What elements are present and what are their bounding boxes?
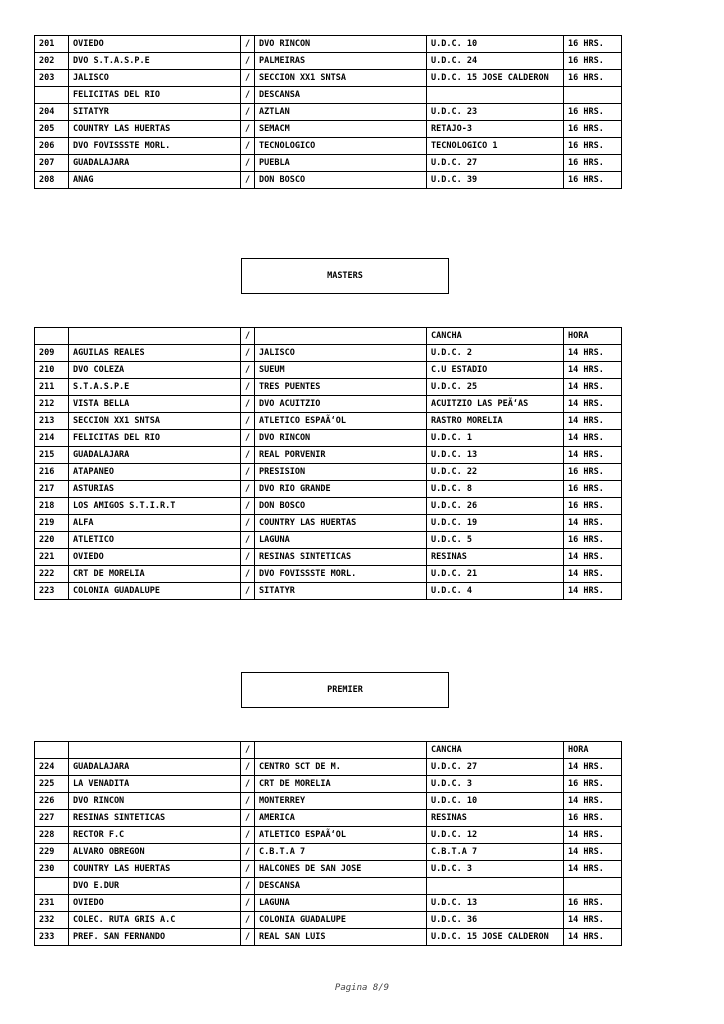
cell-num: 214 [35,430,69,447]
cell-num: 226 [35,793,69,810]
cell-num: 229 [35,844,69,861]
cell-sep: / [241,53,255,70]
table-row [35,532,622,549]
cell-sep: / [241,827,255,844]
cell-away: REAL SAN LUIS [255,929,427,946]
cell-cancha: C.U ESTADIO [427,362,564,379]
table-row [35,929,622,946]
cell-sep: / [241,878,255,895]
cell-away: C.B.T.A 7 [255,844,427,861]
cell-cancha: RESINAS [427,549,564,566]
cell-home: SITATYR [69,104,241,121]
cell-home: DVO E.DUR [69,878,241,895]
cell-sep: / [241,70,255,87]
cell-away: TECNOLOGICO [255,138,427,155]
cell-sep: / [241,532,255,549]
table-row [35,878,622,895]
cell-hora: 14 HRS. [564,912,622,929]
cell-hora: 16 HRS. [564,104,622,121]
table-row [35,138,622,155]
cell-cancha: RASTRO MORELIA [427,413,564,430]
cell-hora: 16 HRS. [564,70,622,87]
cell-away: DON BOSCO [255,172,427,189]
table-row [35,861,622,878]
cell-hora: HORA [564,328,622,345]
cell-cancha [427,87,564,104]
cell-cancha: U.D.C. 15 JOSE CALDERON [427,70,564,87]
cell-away: LAGUNA [255,895,427,912]
cell-num: 216 [35,464,69,481]
cell-sep: / [241,776,255,793]
cell-hora: 16 HRS. [564,464,622,481]
cell-home: VISTA BELLA [69,396,241,413]
cell-sep: / [241,583,255,600]
cell-away: DVO RINCON [255,430,427,447]
cell-home: COUNTRY LAS HUERTAS [69,861,241,878]
cell-sep: / [241,396,255,413]
cell-hora: 16 HRS. [564,172,622,189]
cell-home: PREF. SAN FERNANDO [69,929,241,946]
cell-home: FELICITAS DEL RIO [69,430,241,447]
cell-away: MONTERREY [255,793,427,810]
cell-hora: 16 HRS. [564,53,622,70]
cell-num: 221 [35,549,69,566]
cell-hora: 14 HRS. [564,345,622,362]
cell-away: SUEUM [255,362,427,379]
cell-num: 228 [35,827,69,844]
cell-hora: 16 HRS. [564,36,622,53]
cell-home: RECTOR F.C [69,827,241,844]
table-row [35,464,622,481]
table-row [35,362,622,379]
table-row [35,53,622,70]
cell-num: 211 [35,379,69,396]
cell-away: AMERICA [255,810,427,827]
cell-num: 205 [35,121,69,138]
cell-cancha: U.D.C. 27 [427,759,564,776]
cell-sep: / [241,861,255,878]
cell-num: 209 [35,345,69,362]
cell-sep: / [241,447,255,464]
cell-home: ATLETICO [69,532,241,549]
cell-hora: 14 HRS. [564,362,622,379]
table-row [35,104,622,121]
cell-hora: 14 HRS. [564,759,622,776]
cell-hora: 14 HRS. [564,379,622,396]
table-row [35,498,622,515]
cell-hora: 14 HRS. [564,396,622,413]
cell-cancha: U.D.C. 24 [427,53,564,70]
cell-hora: HORA [564,742,622,759]
cell-hora: 16 HRS. [564,776,622,793]
cell-sep: / [241,810,255,827]
cell-home: SECCION XX1 SNTSA [69,413,241,430]
cell-away: RESINAS SINTETICAS [255,549,427,566]
cell-home: OVIEDO [69,36,241,53]
cell-hora: 14 HRS. [564,549,622,566]
cell-sep: / [241,912,255,929]
cell-num: 224 [35,759,69,776]
cell-sep: / [241,566,255,583]
cell-sep: / [241,121,255,138]
cell-cancha: U.D.C. 10 [427,793,564,810]
cell-sep: / [241,929,255,946]
cell-home: DVO COLEZA [69,362,241,379]
cell-hora: 16 HRS. [564,895,622,912]
cell-sep: / [241,104,255,121]
cell-home: DVO FOVISSSTE MORL. [69,138,241,155]
cell-num: 223 [35,583,69,600]
cell-away: ATLETICO ESPAÃ‘OL [255,827,427,844]
cell-cancha: U.D.C. 5 [427,532,564,549]
cell-hora: 16 HRS. [564,532,622,549]
cell-sep: / [241,895,255,912]
cell-home: COUNTRY LAS HUERTAS [69,121,241,138]
cell-away: LAGUNA [255,532,427,549]
cell-hora: 14 HRS. [564,413,622,430]
cell-sep: / [241,328,255,345]
cell-away: REAL PORVENIR [255,447,427,464]
cell-cancha: U.D.C. 26 [427,498,564,515]
cell-cancha: U.D.C. 2 [427,345,564,362]
cell-home: RESINAS SINTETICAS [69,810,241,827]
cell-cancha: ACUITZIO LAS PEÃ‘AS [427,396,564,413]
table-row [35,155,622,172]
cell-away: DESCANSA [255,87,427,104]
cell-sep: / [241,345,255,362]
cell-cancha: U.D.C. 22 [427,464,564,481]
cell-away [255,742,427,759]
cell-home: DVO RINCON [69,793,241,810]
cell-hora: 16 HRS. [564,138,622,155]
cell-hora: 14 HRS. [564,827,622,844]
cell-cancha: RETAJO-3 [427,121,564,138]
table-row [35,121,622,138]
cell-hora: 14 HRS. [564,583,622,600]
cell-cancha: U.D.C. 13 [427,447,564,464]
cell-sep: / [241,379,255,396]
cell-num: 208 [35,172,69,189]
cell-hora: 14 HRS. [564,515,622,532]
cell-cancha: U.D.C. 8 [427,481,564,498]
table-row [35,827,622,844]
cell-num: 210 [35,362,69,379]
cell-num: 220 [35,532,69,549]
cell-sep: / [241,430,255,447]
table-row [35,566,622,583]
page-number: Pagina 8/9 [334,983,390,993]
cell-sep: / [241,138,255,155]
cell-cancha: U.D.C. 36 [427,912,564,929]
table-row [35,776,622,793]
cell-sep: / [241,759,255,776]
cell-hora: 16 HRS. [564,121,622,138]
cell-home: FELICITAS DEL RIO [69,87,241,104]
cell-away: PALMEIRAS [255,53,427,70]
table-row [35,481,622,498]
cell-cancha: TECNOLOGICO 1 [427,138,564,155]
cell-away: SECCION XX1 SNTSA [255,70,427,87]
cell-num: 212 [35,396,69,413]
cell-home: S.T.A.S.P.E [69,379,241,396]
cell-home: ALVARO OBREGON [69,844,241,861]
cell-hora: 14 HRS. [564,430,622,447]
cell-num: 231 [35,895,69,912]
cell-hora [564,87,622,104]
cell-num: 219 [35,515,69,532]
cell-sep: / [241,742,255,759]
cell-cancha: U.D.C. 39 [427,172,564,189]
cell-hora: 14 HRS. [564,447,622,464]
cell-home: JALISCO [69,70,241,87]
cell-home: OVIEDO [69,549,241,566]
cell-away: HALCONES DE SAN JOSE [255,861,427,878]
schedule-table-premier [34,741,622,946]
cell-home: GUADALAJARA [69,759,241,776]
cell-away: AZTLAN [255,104,427,121]
cell-cancha: U.D.C. 12 [427,827,564,844]
cell-away: JALISCO [255,345,427,362]
cell-away: DVO FOVISSSTE MORL. [255,566,427,583]
cell-num [35,328,69,345]
cell-sep: / [241,793,255,810]
cell-home: LA VENADITA [69,776,241,793]
table-row [35,759,622,776]
cell-hora [564,878,622,895]
cell-home: DVO S.T.A.S.P.E [69,53,241,70]
cell-hora: 16 HRS. [564,810,622,827]
cell-num [35,87,69,104]
table-row [35,912,622,929]
table-row [35,583,622,600]
cell-sep: / [241,36,255,53]
cell-cancha: U.D.C. 23 [427,104,564,121]
cell-num: 222 [35,566,69,583]
cell-home: ALFA [69,515,241,532]
cell-num: 213 [35,413,69,430]
table-row [35,172,622,189]
cell-cancha: RESINAS [427,810,564,827]
section-title-premier: PREMIER [241,672,449,708]
table-row [35,70,622,87]
cell-num [35,742,69,759]
cell-away [255,328,427,345]
cell-away: DVO RINCON [255,36,427,53]
cell-cancha: U.D.C. 10 [427,36,564,53]
cell-num: 218 [35,498,69,515]
cell-cancha: U.D.C. 27 [427,155,564,172]
cell-home: COLEC. RUTA GRIS A.C [69,912,241,929]
table-row [35,447,622,464]
cell-away: TRES PUENTES [255,379,427,396]
table-row [35,515,622,532]
cell-hora: 14 HRS. [564,929,622,946]
cell-away: CRT DE MORELIA [255,776,427,793]
cell-hora: 16 HRS. [564,155,622,172]
cell-sep: / [241,155,255,172]
cell-cancha: U.D.C. 13 [427,895,564,912]
cell-away: PRESISION [255,464,427,481]
cell-hora: 14 HRS. [564,844,622,861]
table-row [35,895,622,912]
table-row [35,844,622,861]
cell-sep: / [241,498,255,515]
cell-hora: 16 HRS. [564,498,622,515]
cell-home: ATAPANEO [69,464,241,481]
table-row [35,345,622,362]
cell-sep: / [241,172,255,189]
cell-sep: / [241,87,255,104]
cell-away: DVO RIO GRANDE [255,481,427,498]
schedule-table-1 [34,35,622,189]
cell-num: 215 [35,447,69,464]
cell-sep: / [241,464,255,481]
cell-num: 207 [35,155,69,172]
cell-cancha: U.D.C. 15 JOSE CALDERON [427,929,564,946]
cell-sep: / [241,515,255,532]
cell-home: AGUILAS REALES [69,345,241,362]
cell-home [69,742,241,759]
cell-away: ATLETICO ESPAÃ‘OL [255,413,427,430]
table-row [35,36,622,53]
cell-num: 233 [35,929,69,946]
cell-num [35,878,69,895]
cell-num: 230 [35,861,69,878]
cell-hora: 16 HRS. [564,481,622,498]
cell-away: COUNTRY LAS HUERTAS [255,515,427,532]
cell-num: 206 [35,138,69,155]
cell-home: GUADALAJARA [69,447,241,464]
cell-home: GUADALAJARA [69,155,241,172]
table-header-row [35,742,622,759]
section-title-masters: MASTERS [241,258,449,294]
cell-cancha: U.D.C. 1 [427,430,564,447]
cell-num: 227 [35,810,69,827]
cell-away: PUEBLA [255,155,427,172]
table-row [35,430,622,447]
cell-away: SEMACM [255,121,427,138]
cell-away: DON BOSCO [255,498,427,515]
schedule-table-masters [34,327,622,600]
cell-cancha: CANCHA [427,742,564,759]
cell-num: 204 [35,104,69,121]
cell-home: CRT DE MORELIA [69,566,241,583]
cell-away: COLONIA GUADALUPE [255,912,427,929]
cell-hora: 14 HRS. [564,793,622,810]
cell-cancha: U.D.C. 21 [427,566,564,583]
cell-cancha [427,878,564,895]
cell-hora: 14 HRS. [564,566,622,583]
cell-sep: / [241,413,255,430]
cell-home [69,328,241,345]
cell-cancha: C.B.T.A 7 [427,844,564,861]
cell-num: 217 [35,481,69,498]
cell-away: DESCANSA [255,878,427,895]
table-header-row [35,328,622,345]
cell-hora: 14 HRS. [564,861,622,878]
cell-home: LOS AMIGOS S.T.I.R.T [69,498,241,515]
cell-sep: / [241,362,255,379]
table-row [35,793,622,810]
table-row [35,810,622,827]
cell-num: 201 [35,36,69,53]
cell-cancha: U.D.C. 3 [427,776,564,793]
cell-cancha: U.D.C. 3 [427,861,564,878]
cell-home: COLONIA GUADALUPE [69,583,241,600]
cell-cancha: U.D.C. 19 [427,515,564,532]
table-row [35,379,622,396]
cell-away: CENTRO SCT DE M. [255,759,427,776]
cell-home: ANAG [69,172,241,189]
cell-sep: / [241,549,255,566]
cell-home: ASTURIAS [69,481,241,498]
cell-away: DVO ACUITZIO [255,396,427,413]
table-row [35,549,622,566]
table-row [35,413,622,430]
cell-away: SITATYR [255,583,427,600]
cell-sep: / [241,844,255,861]
cell-num: 202 [35,53,69,70]
cell-num: 225 [35,776,69,793]
cell-cancha: U.D.C. 25 [427,379,564,396]
cell-cancha: U.D.C. 4 [427,583,564,600]
cell-cancha: CANCHA [427,328,564,345]
cell-num: 232 [35,912,69,929]
table-row [35,87,622,104]
cell-sep: / [241,481,255,498]
cell-home: OVIEDO [69,895,241,912]
table-row [35,396,622,413]
cell-num: 203 [35,70,69,87]
